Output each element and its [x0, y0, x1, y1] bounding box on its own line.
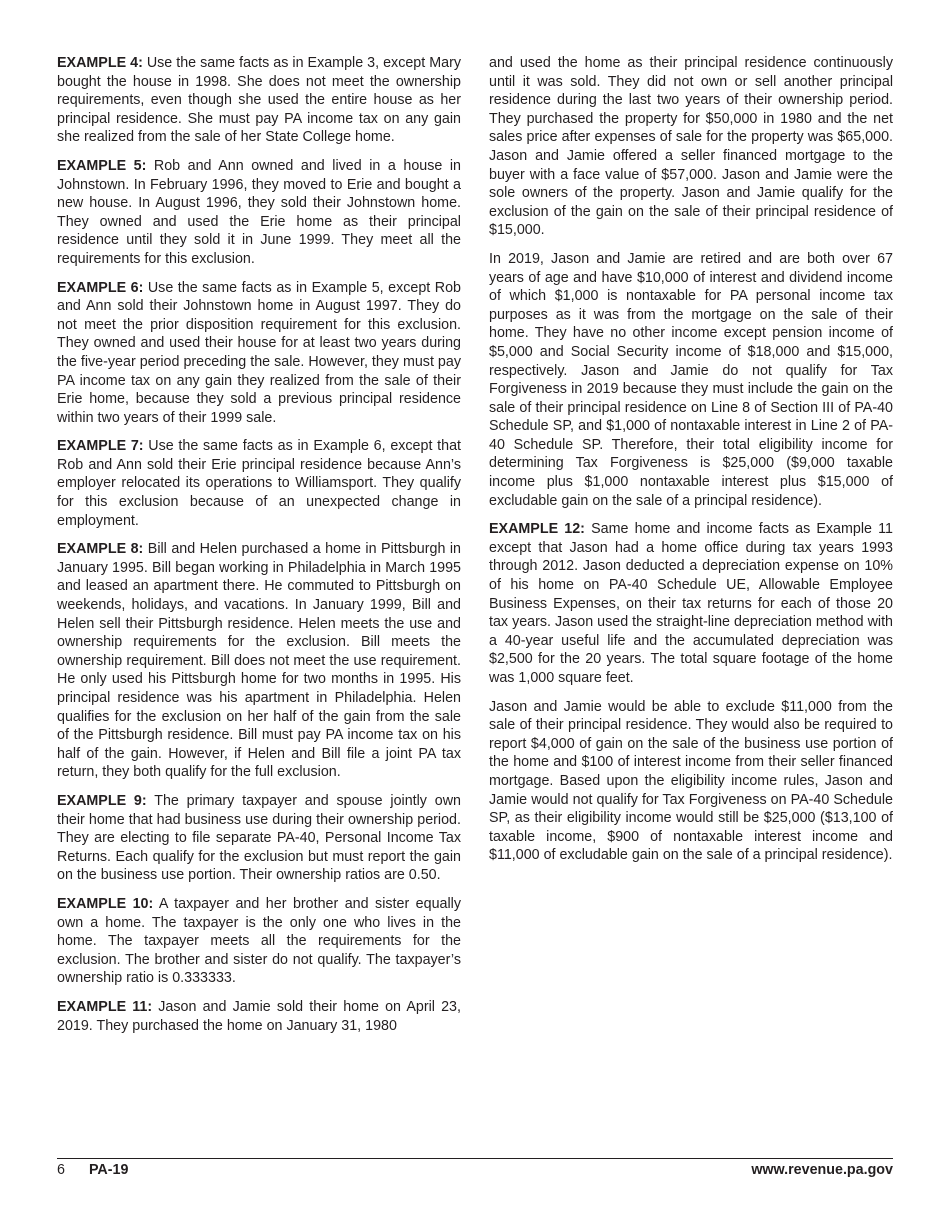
paragraph-example-11	[57, 998, 461, 1035]
paragraph-example-12	[489, 520, 893, 687]
paragraph-example-11-2019	[489, 250, 893, 510]
paragraph-text: A taxpayer and her brother and sister equally own a home. The taxpayer is the only one who lives in the home. The taxpayer meets all the requirements for the exclusion. The brother and sister do not qualify. The taxpayer’s ownership ratio is 0.333333.	[57, 895, 461, 987]
example-heading: EXAMPLE 10:	[57, 895, 154, 912]
paragraph-example-11-continued	[489, 54, 893, 240]
page-number: 6	[57, 1162, 65, 1178]
right-column	[489, 54, 893, 1045]
form-id: PA-19	[88, 1162, 129, 1178]
document-body	[57, 54, 893, 1045]
paragraph-text: and used the home as their principal residence continuously until it was sold. They did not own or sell another principal residence during the last two years of their ownership period. They purchased the property for $50,000 in 1980 and the net sales price after expenses of sale for the property was $65,000. Jason and Jamie offered a seller financed mortgage to the buyer with a face value of $57,000. Jason and Jamie were the sole owners of the property. Jason and Jamie qualify for the exclusion of the gain on the sale of their principal residence of $15,000.	[489, 55, 893, 239]
left-column	[57, 54, 461, 1045]
paragraph-example-5	[57, 157, 461, 269]
example-heading: EXAMPLE 6:	[57, 279, 144, 296]
paragraph-text: Use the same facts as in Example 6, except that Rob and Ann sold their Erie principal residence because Ann’s employer relocated its operations to Williamsport. They qualify for this exclusion because of an unexpected change in employment.	[57, 438, 462, 529]
example-heading: EXAMPLE 5:	[57, 157, 147, 174]
paragraph-text: Jason and Jamie sold their home on April 23, 2019. They purchased the home on January 31, 1980	[57, 998, 461, 1034]
example-heading: EXAMPLE 11:	[57, 998, 153, 1015]
paragraph-example-10	[57, 895, 461, 988]
website-link[interactable]: www.revenue.pa.gov	[751, 1162, 893, 1178]
paragraph-text: In 2019, Jason and Jamie are retired and are both over 67 years of age and have $10,000 of interest and dividend income of which $1,000 is nontaxable for PA personal income tax purposes as it was from the mortgage on the sale of their home. They have no other income except pension income of $5,000 and Social Security income of $18,000 and $15,000, respectively. Jason and Jamie do not qualify for Tax Forgiveness in 2019 because they must include the gain on the sale of their principal residence on Line 8 of Section III of PA-40 Schedule SP, and $1,000 of nontaxable interest in Line 2 of PA-40 Schedule SP. Therefore, their total eligibility income for determining Tax Forgiveness is $25,000 ($9,000 taxable income plus $1,000 nontaxable interest plus $15,000 of excludable gain on the sale of a principal residence).	[489, 250, 893, 509]
paragraph-example-12-result	[489, 698, 893, 865]
example-heading: EXAMPLE 7:	[57, 438, 144, 455]
paragraph-example-4	[57, 54, 461, 147]
example-heading: EXAMPLE 4:	[57, 55, 143, 71]
footer-left	[57, 1162, 128, 1178]
paragraph-text: Use the same facts as in Example 3, except Mary bought the house in 1998. She does not meet the ownership requirements, even though she used the entire house as her principal residence. She must pay PA income tax on any gain she realized from the sale of her State College home.	[57, 55, 461, 146]
paragraph-example-8	[57, 540, 461, 782]
page-footer	[57, 1158, 893, 1178]
paragraph-text: Same home and income facts as Example 11 except that Jason had a home office during tax years 1993 through 2012. Jason deducted a depreciation expense on 10% of his home on PA-40 Schedule UE, Allowable Employee Business Expenses, on their tax returns for each of those 20 tax years. Jason used the straight-line depreciation method with a 40-year useful life and the accumulated depreciation was $2,500 for the 20 years. The total square footage of the home was 1,000 square feet.	[489, 521, 893, 686]
paragraph-example-9	[57, 792, 461, 885]
example-heading: EXAMPLE 12:	[489, 521, 585, 538]
paragraph-example-6	[57, 279, 461, 428]
paragraph-text: Use the same facts as in Example 5, except Rob and Ann sold their Johnstown home in August 1997. They do not meet the prior disposition requirement for this exclusion. They owned and used their house for at least two years during the five-year period preceding the sale. However, they must pay PA income tax on any gain they realized from the sale of their Erie home, because they sold a previous principal residence within two years of their 1999 sale.	[57, 279, 461, 426]
paragraph-text: Jason and Jamie would be able to exclude $11,000 from the sale of their principal residence. They would also be required to report $4,000 of gain on the sale of the business use portion of the home and $100 of interest income from their seller financed mortgage. Based upon the eligibility income rules, Jason and Jamie would not qualify for Tax Forgiveness on PA-40 Schedule SP, as their eligibility income would still be $25,000 ($13,100 of taxable income, $900 of nontaxable interest income and $11,000 of excludable gain on the sale of a principal residence).	[489, 698, 893, 864]
example-heading: EXAMPLE 9:	[57, 792, 147, 809]
paragraph-text: The primary taxpayer and spouse jointly own their home that had business use during their ownership period. They are electing to file separate PA-40, Personal Income Tax Returns. Each qualify for the exclusion but must report the gain on the business use portion. Their ownership ratios are 0.50.	[57, 792, 462, 884]
example-heading: EXAMPLE 8:	[57, 541, 144, 558]
paragraph-text: Rob and Ann owned and lived in a house in Johnstown. In February 1996, they moved to Erie and bought a new house. In August 1996, they sold their Johnstown home. They owned and used the Erie home as their principal residence until they sold it in June 1999. They meet all the requirements for this exclusion.	[57, 157, 461, 267]
paragraph-text: Bill and Helen purchased a home in Pittsburgh in January 1995. Bill began working in Philadelphia in March 1995 and leased an apartment there. He commuted to Pittsburgh on weekends, holidays, and vacations. In January 1999, Bill and Helen sell their Pittsburgh residence. Helen meets the use and ownership requirements for the exclusion. Bill meets the ownership requirement. Bill does not meet the use requirement. He only used his Pittsburgh home for two months in 1995. His principal residence was his apartment in Philadelphia. Helen qualifies for the exclusion on her half of the gain from the sale of the Pittsburgh residence. Bill must pay PA income tax on his half of the gain. However, if Helen and Bill file a joint PA tax return, they both qualify for the full exclusion.	[57, 541, 461, 781]
paragraph-example-7	[57, 437, 461, 530]
